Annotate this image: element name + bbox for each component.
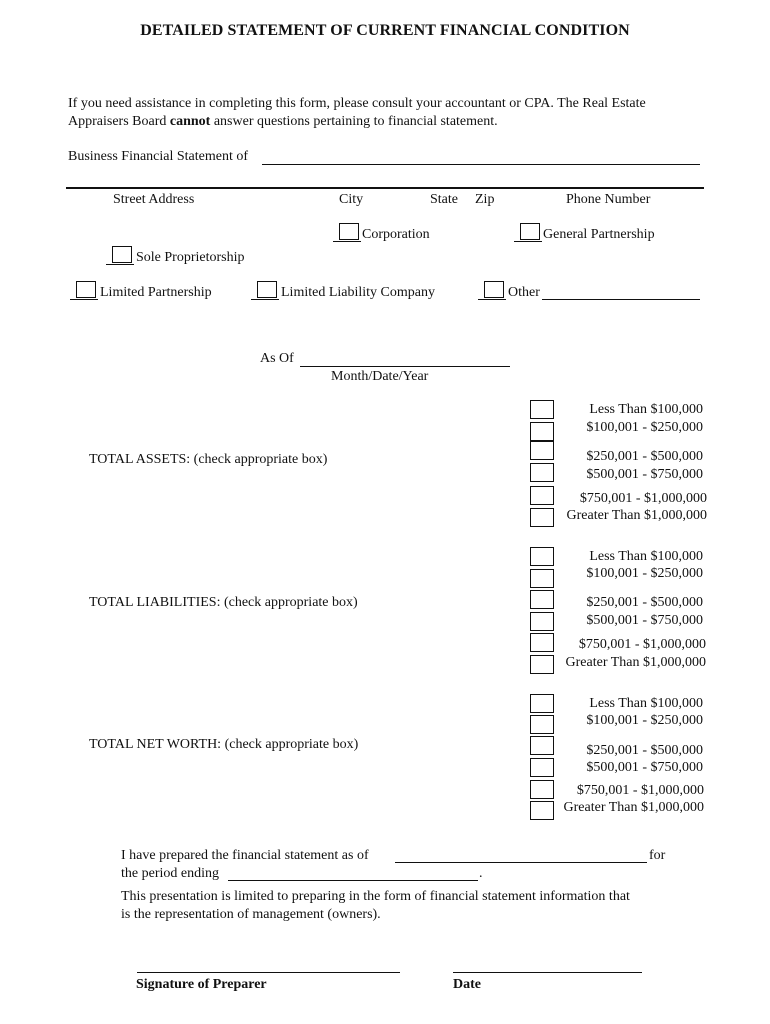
llc-label: Limited Liability Company — [281, 285, 435, 300]
sole-proprietorship-checkbox[interactable] — [112, 246, 132, 263]
assets-range-3: $250,001 - $500,000 — [586, 449, 703, 464]
liabilities-box-6[interactable] — [530, 655, 554, 674]
city-label: City — [339, 192, 364, 207]
liabilities-range-1: Less Than $100,000 — [589, 549, 703, 564]
sole-proprietorship-label: Sole Proprietorship — [136, 250, 245, 265]
preparer-for-label: for — [649, 848, 666, 863]
assets-box-4[interactable] — [530, 463, 554, 482]
preparer-statement-line-3: This presentation is limited to preparing in the form of financial statement information that — [121, 889, 630, 904]
liabilities-range-2: $100,001 - $250,000 — [586, 566, 703, 581]
total-net-worth-label: TOTAL NET WORTH: (check appropriate box) — [89, 737, 359, 752]
business-name-field[interactable] — [262, 164, 700, 165]
net-worth-range-6: Greater Than $1,000,000 — [563, 800, 704, 815]
as-of-sublabel: Month/Date/Year — [331, 369, 429, 384]
other-label: Other — [508, 285, 540, 300]
intro-emphasis: cannot — [169, 114, 211, 129]
date-field[interactable] — [453, 972, 642, 973]
net-worth-range-4: $500,001 - $750,000 — [586, 760, 703, 775]
liabilities-box-5[interactable] — [530, 633, 554, 652]
liabilities-range-6: Greater Than $1,000,000 — [565, 655, 706, 670]
net-worth-box-6[interactable] — [530, 801, 554, 820]
assets-range-4: $500,001 - $750,000 — [586, 467, 703, 482]
net-worth-range-3: $250,001 - $500,000 — [586, 743, 703, 758]
street-address-label: Street Address — [113, 192, 195, 207]
liabilities-box-3[interactable] — [530, 590, 554, 609]
prepared-as-of-field[interactable] — [395, 862, 647, 863]
other-underline — [478, 299, 506, 300]
corporation-underline — [333, 241, 361, 242]
address-field-line[interactable] — [66, 187, 704, 189]
intro-text: Appraisers Board — [68, 114, 170, 129]
period-ending-dot: . — [479, 866, 483, 881]
liabilities-range-5: $750,001 - $1,000,000 — [578, 637, 706, 652]
preparer-statement-line-1: I have prepared the financial statement as of — [121, 848, 369, 863]
net-worth-box-3[interactable] — [530, 736, 554, 755]
net-worth-range-2: $100,001 - $250,000 — [586, 713, 703, 728]
limited-partnership-underline — [70, 299, 98, 300]
as-of-date-field[interactable] — [300, 366, 510, 367]
net-worth-box-5[interactable] — [530, 780, 554, 799]
state-label: State — [430, 192, 458, 207]
other-specify-field[interactable] — [542, 299, 700, 300]
page-title: DETAILED STATEMENT OF CURRENT FINANCIAL CONDITION — [140, 22, 630, 39]
assets-box-5[interactable] — [530, 486, 554, 505]
limited-partnership-label: Limited Partnership — [100, 285, 212, 300]
assets-range-2: $100,001 - $250,000 — [586, 420, 703, 435]
general-partnership-underline — [514, 241, 542, 242]
liabilities-range-4: $500,001 - $750,000 — [586, 613, 703, 628]
zip-label: Zip — [475, 192, 495, 207]
corporation-checkbox[interactable] — [339, 223, 359, 240]
liabilities-box-4[interactable] — [530, 612, 554, 631]
assets-box-1[interactable] — [530, 400, 554, 419]
liabilities-box-1[interactable] — [530, 547, 554, 566]
net-worth-range-1: Less Than $100,000 — [589, 696, 703, 711]
period-ending-field[interactable] — [228, 880, 478, 881]
llc-checkbox[interactable] — [257, 281, 277, 298]
assets-box-6[interactable] — [530, 508, 554, 527]
liabilities-box-2[interactable] — [530, 569, 554, 588]
assets-box-3[interactable] — [530, 441, 554, 460]
preparer-statement-line-2: the period ending — [121, 866, 219, 881]
intro-line-1: If you need assistance in completing this form, please consult your accountant or CPA. The Real Estate — [68, 96, 646, 111]
net-worth-box-4[interactable] — [530, 758, 554, 777]
assets-range-1: Less Than $100,000 — [589, 402, 703, 417]
phone-number-label: Phone Number — [566, 192, 651, 207]
liabilities-range-3: $250,001 - $500,000 — [586, 595, 703, 610]
signature-label: Signature of Preparer — [136, 977, 267, 992]
total-liabilities-label: TOTAL LIABILITIES: (check appropriate box) — [89, 595, 358, 610]
business-label: Business Financial Statement of — [68, 149, 249, 164]
signature-field[interactable] — [137, 972, 400, 973]
assets-box-2[interactable] — [530, 422, 554, 441]
as-of-label: As Of — [260, 351, 294, 366]
intro-line-2 — [68, 114, 498, 130]
corporation-label: Corporation — [362, 227, 430, 242]
general-partnership-checkbox[interactable] — [520, 223, 540, 240]
other-checkbox[interactable] — [484, 281, 504, 298]
intro-text-end: answer questions pertaining to financial statement. — [210, 114, 498, 129]
total-assets-label: TOTAL ASSETS: (check appropriate box) — [89, 452, 328, 467]
assets-range-6: Greater Than $1,000,000 — [566, 508, 707, 523]
general-partnership-label: General Partnership — [543, 227, 655, 242]
limited-partnership-checkbox[interactable] — [76, 281, 96, 298]
sole-proprietorship-underline — [106, 264, 134, 265]
preparer-statement-line-4: is the representation of management (owners). — [121, 907, 381, 922]
date-label: Date — [453, 977, 481, 992]
net-worth-box-1[interactable] — [530, 694, 554, 713]
net-worth-range-5: $750,001 - $1,000,000 — [576, 783, 704, 798]
assets-range-5: $750,001 - $1,000,000 — [579, 491, 707, 506]
net-worth-box-2[interactable] — [530, 715, 554, 734]
llc-underline — [251, 299, 279, 300]
